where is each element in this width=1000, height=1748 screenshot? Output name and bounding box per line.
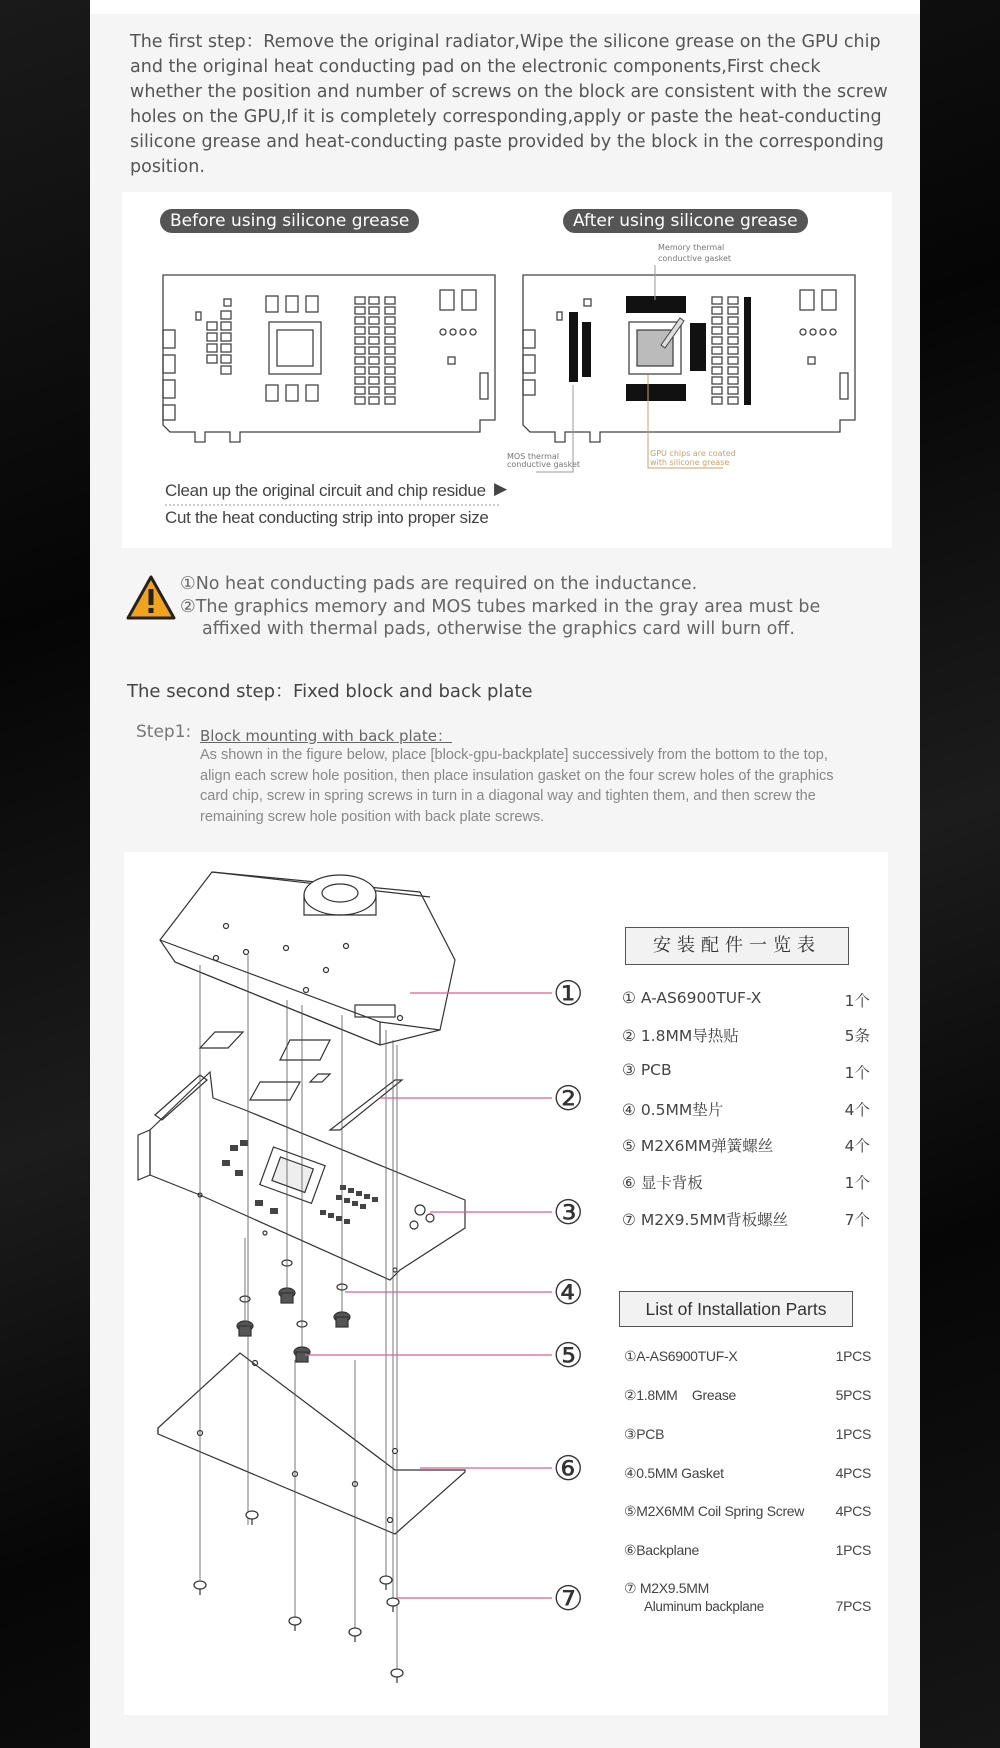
parts-en-row-1 xyxy=(624,1348,871,1365)
parts-cn-row-1 xyxy=(622,989,870,1010)
arrow-right-icon: ▶ xyxy=(494,479,508,499)
parts-en-name: ⑦ M2X9.5MM xyxy=(624,1580,710,1596)
parts-cn-row-5 xyxy=(622,1134,870,1156)
parts-en-qty: 1PCS xyxy=(835,1542,871,1558)
parts-en-row-7 xyxy=(624,1580,871,1620)
parts-cn-row-7 xyxy=(622,1208,870,1230)
callout-6: ⑥ xyxy=(553,1449,584,1489)
callout-5: ⑤ xyxy=(553,1336,584,1376)
gpu-callout-1: GPU chips are coated xyxy=(650,449,736,458)
parts-cn-name: ⑥ 显卡背板 xyxy=(622,1174,703,1192)
parts-list-en-title: List of Installation Parts xyxy=(619,1291,853,1327)
parts-en-row-2 xyxy=(624,1387,871,1404)
memory-callout-1: Memory thermal xyxy=(658,243,725,252)
mos-callout-2: conductive gasket xyxy=(507,460,581,469)
spacers-and-screws xyxy=(237,1260,350,1362)
cut-strip-text: Cut the heat conducting strip into proper size xyxy=(165,508,489,527)
parts-en-name-2: Aluminum backplane xyxy=(644,1599,764,1614)
parts-en-name: ①A-AS6900TUF-X xyxy=(624,1348,738,1364)
parts-en-name: ⑥Backplane xyxy=(624,1542,699,1558)
parts-cn-name: ② 1.8MM导热贴 xyxy=(622,1027,739,1045)
callout-1: ① xyxy=(553,974,584,1014)
step-two-title: The second step：Fixed block and back plate xyxy=(127,681,533,702)
after-label: After using silicone grease xyxy=(563,209,808,233)
warning-line-3: affixed with thermal pads, otherwise the graphics card will burn off. xyxy=(202,619,795,639)
parts-cn-name: ⑦ M2X9.5MM背板螺丝 xyxy=(622,1211,789,1229)
parts-en-name: ⑤M2X6MM Coil Spring Screw xyxy=(624,1503,805,1519)
step1-title: Block mounting with back plate： xyxy=(200,727,452,745)
mos-callout-1: MOS thermal xyxy=(507,452,560,461)
parts-en-qty: 5PCS xyxy=(835,1387,871,1403)
parts-cn-name: ③ PCB xyxy=(622,1061,672,1079)
clean-up-text: Clean up the original circuit and chip residue xyxy=(165,481,486,500)
parts-cn-row-3 xyxy=(622,1061,870,1082)
parts-en-qty: 1PCS xyxy=(835,1426,871,1442)
step-one-text: The first step：Remove the original radiator,Wipe the silicone grease on the GPU chip and the original heat conducting pad on the electronic components,First check whether the position and number of screws on the block are consistent with the screw holes on the GPU,If it is completely corresponding,apply or paste the heat-conducting silicone grease and heat-conducting paste provided by the block in the corresponding position. xyxy=(130,32,888,177)
parts-list-cn-title: 安装配件一览表 xyxy=(625,927,849,965)
step1-label: Step1: xyxy=(136,722,192,742)
parts-cn-name: ① A-AS6900TUF-X xyxy=(622,989,762,1007)
parts-cn-qty: 1个 xyxy=(844,992,870,1010)
memory-callout-2: conductive gasket xyxy=(658,254,732,263)
parts-cn-qty: 7个 xyxy=(844,1211,870,1229)
parts-en-qty: 7PCS xyxy=(835,1598,871,1614)
parts-en-row-6 xyxy=(624,1542,871,1559)
parts-cn-qty: 5条 xyxy=(844,1027,870,1045)
backplate xyxy=(158,1353,465,1534)
parts-cn-qty: 1个 xyxy=(844,1064,870,1082)
warning-line-1: ①No heat conducting pads are required on the inductance. xyxy=(180,574,698,594)
parts-cn-qty: 1个 xyxy=(844,1174,870,1192)
parts-cn-row-2 xyxy=(622,1024,870,1046)
parts-cn-qty: 4个 xyxy=(844,1137,870,1155)
pcb-board xyxy=(138,1072,465,1280)
backplate-screws xyxy=(194,1511,403,1683)
parts-en-name: ②1.8MM Grease xyxy=(624,1387,737,1403)
parts-cn-row-4 xyxy=(622,1098,870,1120)
parts-en-qty: 1PCS xyxy=(835,1348,871,1364)
parts-en-name: ③PCB xyxy=(624,1426,665,1442)
parts-en-row-4 xyxy=(624,1465,871,1482)
callout-2: ② xyxy=(553,1079,584,1119)
callout-numbers xyxy=(553,974,583,1619)
parts-en-row-3 xyxy=(624,1426,871,1443)
warning-line-2: ②The graphics memory and MOS tubes marked in the gray area must be xyxy=(180,597,821,617)
gpu-callout-2: with silicone grease xyxy=(650,458,730,467)
parts-cn-name: ⑤ M2X6MM弹簧螺丝 xyxy=(622,1137,774,1155)
callout-7: ⑦ xyxy=(553,1579,584,1619)
before-label: Before using silicone grease xyxy=(160,209,419,233)
callout-4: ④ xyxy=(553,1273,584,1313)
parts-en-row-5 xyxy=(624,1503,871,1520)
step1-body: As shown in the figure below, place [block-gpu-backplate] successively from the bottom to the top, align each screw hole position, then place insulation gasket on the four screw holes of the graphics card chip, screw in spring screws in turn in a diagonal way and tighten them, and then screw the remaining screw hole position with back plate screws. xyxy=(200,747,834,825)
parts-cn-qty: 4个 xyxy=(844,1101,870,1119)
parts-en-qty: 4PCS xyxy=(835,1503,871,1519)
parts-cn-row-6 xyxy=(622,1171,870,1193)
waterblock xyxy=(160,872,455,1045)
parts-en-name: ④0.5MM Gasket xyxy=(624,1465,724,1481)
parts-cn-name: ④ 0.5MM垫片 xyxy=(622,1101,724,1119)
callout-3: ③ xyxy=(553,1193,584,1233)
parts-en-qty: 4PCS xyxy=(835,1465,871,1481)
